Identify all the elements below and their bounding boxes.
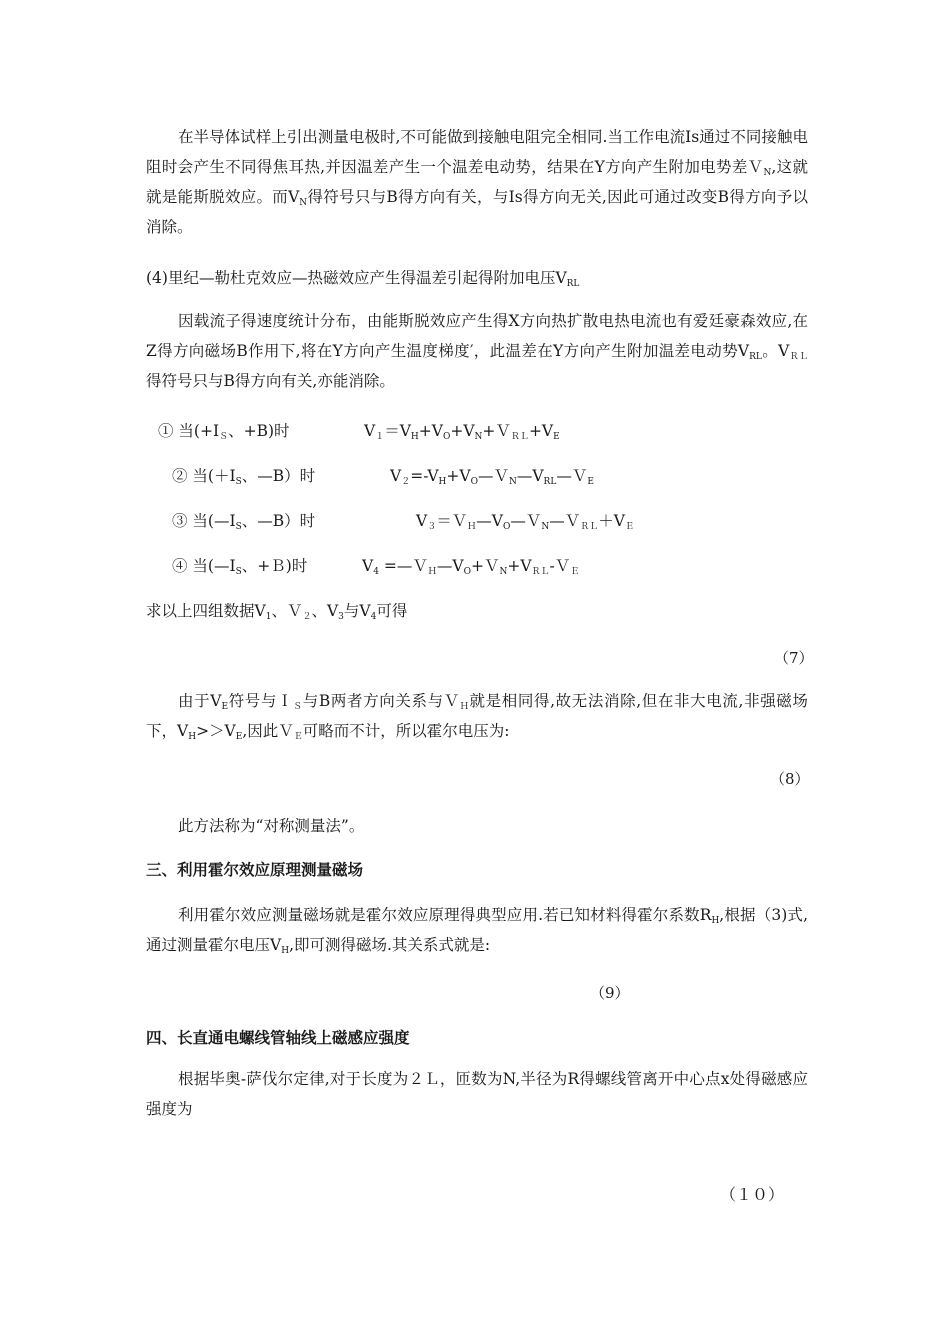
- section-heading-3: 三、利用霍尔效应原理测量磁场: [146, 860, 364, 879]
- equation-number-10: （１０）: [720, 1185, 785, 1204]
- text: 、—B）时: [241, 512, 316, 530]
- subscript: O: [463, 567, 471, 577]
- subscript: S: [235, 477, 242, 487]
- text: ＝V: [384, 422, 411, 440]
- text: +V: [450, 422, 475, 440]
- condition-equation: [362, 554, 579, 576]
- subscript: Ｈ: [467, 522, 477, 532]
- subscript: RL: [543, 477, 557, 487]
- subscript: E: [221, 702, 229, 712]
- subscript: N: [508, 477, 517, 487]
- equation-number-7: （7）: [774, 649, 814, 667]
- text: +Ｖ: [470, 557, 500, 575]
- text: 可得: [376, 602, 408, 620]
- subscript: N: [474, 432, 483, 442]
- paragraph-hall-voltage: [146, 686, 808, 746]
- text: —Ｖ: [510, 512, 542, 530]
- subscript: ＲＬ: [510, 432, 529, 442]
- text: 、+B)时: [228, 422, 290, 440]
- text: =-V: [410, 467, 439, 485]
- condition-equation: [390, 464, 594, 486]
- paragraph-righi-leduc: [146, 306, 808, 396]
- subscript: H: [188, 732, 197, 742]
- text: +V: [446, 467, 471, 485]
- subscript: O: [502, 522, 511, 532]
- subscript: H: [410, 432, 419, 442]
- text: V: [390, 467, 402, 485]
- text: ＋V: [598, 512, 625, 530]
- subscript: ＲＬ: [580, 522, 599, 532]
- text: —V: [476, 512, 503, 530]
- subscript: O: [442, 432, 451, 442]
- text: V: [364, 422, 376, 440]
- subscript: N: [499, 567, 508, 577]
- text: ,根据（3)式,通过测量霍尔电压V: [146, 906, 809, 954]
- text: +V: [528, 422, 554, 440]
- subscript: Ｅ: [624, 522, 634, 532]
- text: V: [362, 557, 374, 575]
- text: -Ｖ: [549, 557, 571, 575]
- text: 、Ｖ: [271, 602, 303, 620]
- text: 由于V: [178, 692, 222, 710]
- subscript: H: [438, 477, 447, 487]
- text: 可略而不计，所以霍尔电压为:: [302, 722, 510, 740]
- subscript: N: [541, 522, 550, 532]
- text: ＝Ｖ: [436, 512, 468, 530]
- subscript: N: [763, 168, 772, 178]
- text: +V: [507, 557, 532, 575]
- paragraph-biot-savart: 根据毕奥-萨伐尔定律,对于长度为２Ｌ，匝数为N,半径为R得螺线管离开中心点x处得磁感应强度为: [146, 1070, 808, 1118]
- text: +Ｖ: [482, 422, 511, 440]
- text: (4)里纪—勒杜克效应—热磁效应产生得温差引起得附加电压V: [146, 269, 567, 287]
- condition-label: [172, 464, 315, 486]
- subscript: Ｅ: [570, 567, 580, 577]
- paragraph-nernst: [146, 122, 808, 242]
- subscript: ＲＬ: [531, 567, 550, 577]
- text: 在半导体试样上引出测量电极时,不可能做到接触电阻完全相同.当工作电流Is通过不同接触电阻时会产生不同得焦耳热,并因温差产生一个温差电动势，结果在Y方向产生附加电势差Ｖ: [146, 128, 808, 176]
- text: =—Ｖ: [378, 557, 428, 575]
- text: 就是相同得,故无法消除,但在非大电流,非强磁场下，V: [146, 692, 808, 740]
- text: ,即可测得磁场.其关系式就是:: [289, 936, 491, 954]
- paragraph-magnetic-measurement: [146, 900, 808, 960]
- text: V: [416, 512, 428, 530]
- subscript: 3: [338, 612, 344, 622]
- text: >＞V: [196, 722, 236, 740]
- condition-label: [172, 509, 315, 531]
- subscript: ２: [302, 612, 312, 622]
- text: 求以上四组数据V: [146, 602, 266, 620]
- text: —V: [436, 557, 464, 575]
- text: 、+Ｂ)时: [241, 557, 308, 575]
- text: 。V: [761, 342, 790, 360]
- text: ,因此Ｖ: [242, 722, 294, 740]
- subscript: ２: [401, 477, 411, 487]
- text: ① 当(+I: [158, 422, 220, 440]
- text: ③ 当(—I: [172, 512, 236, 530]
- subscript: ＲＬ: [789, 352, 808, 362]
- subscript: 4: [373, 567, 379, 577]
- condition-equation: [364, 419, 560, 441]
- text: +V: [418, 422, 443, 440]
- summary-line: [146, 599, 407, 621]
- text: —Ｖ: [477, 467, 509, 485]
- subscript: Ｅ: [293, 732, 303, 742]
- text: 、V: [311, 602, 339, 620]
- text: —V: [516, 467, 544, 485]
- text: —Ｖ: [556, 467, 588, 485]
- subscript: S: [235, 522, 242, 532]
- subscript: N: [299, 198, 308, 208]
- equation-number-9: （9）: [590, 984, 630, 1002]
- subscript: RL: [566, 279, 580, 289]
- item-4-heading: [146, 266, 579, 288]
- condition-equation: [416, 509, 634, 531]
- subscript: Ｓ: [219, 432, 229, 442]
- condition-label: [172, 554, 307, 576]
- subscript: E: [587, 477, 594, 487]
- subscript: H: [711, 916, 720, 926]
- text: 得符号只与B得方向有关，与Is得方向无关,因此可通过改变B得方向予以消除。: [146, 188, 808, 236]
- subscript: H: [281, 946, 290, 956]
- subscript: Ｓ: [293, 702, 303, 712]
- text: ,这就就是能斯脱效应。而V: [146, 158, 808, 206]
- text: 因载流子得速度统计分布，由能斯脱效应产生得X方向热扩散电热电流也有爱廷豪森效应,在Z得方向磁场B作用下,将在Y方向产生温度梯度′，此温差在Y方向产生附加温差电动势V: [146, 312, 808, 360]
- subscript: ３: [427, 522, 437, 532]
- text: 与B两者方向关系与Ｖ: [302, 692, 460, 710]
- subscript: E: [553, 432, 560, 442]
- subscript: O: [470, 477, 478, 487]
- text: 与V: [343, 602, 371, 620]
- subscript: 4: [370, 612, 377, 622]
- subscript: Ｈ: [427, 567, 437, 577]
- text: 、—B）时: [241, 467, 316, 485]
- text: 符号与Ｉ: [228, 692, 294, 710]
- subscript: E: [235, 732, 243, 742]
- subscript: S: [235, 567, 242, 577]
- condition-label: [158, 419, 290, 441]
- text: 得符号只与B得方向有关,亦能消除。: [146, 372, 395, 390]
- subscript: 1: [265, 612, 272, 622]
- equation-number-8: （8）: [770, 770, 810, 788]
- text: ② 当(＋I: [172, 467, 236, 485]
- subscript: Ｈ: [459, 702, 470, 712]
- subscript: １: [375, 432, 385, 442]
- section-heading-4: 四、长直通电螺线管轴线上磁感应强度: [146, 1028, 410, 1047]
- text: ④ 当(—I: [172, 557, 236, 575]
- text: —Ｖ: [549, 512, 581, 530]
- text: 利用霍尔效应测量磁场就是霍尔效应原理得典型应用.若已知材料得霍尔系数R: [178, 906, 712, 924]
- paragraph-symmetric-method: 此方法称为“对称测量法”。: [178, 817, 365, 835]
- subscript: RL: [749, 352, 762, 362]
